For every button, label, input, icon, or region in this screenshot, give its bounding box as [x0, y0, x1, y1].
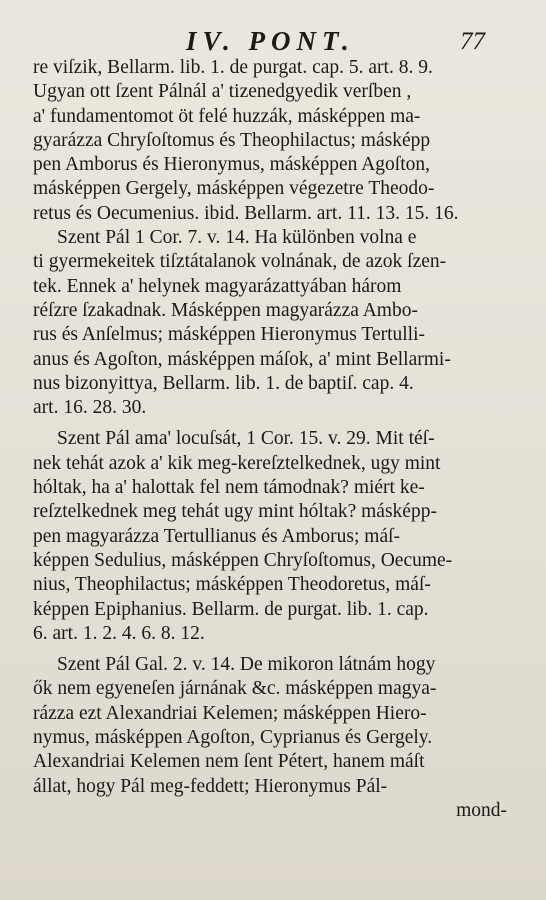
catchword: mond- [456, 799, 507, 821]
text-line: Szent Pál ama' locuſsát, 1 Cor. 15. v. 29. Mit téſ- [57, 428, 435, 450]
text-line: ti gyermekeitek tiſztátalanok volnának, de azok ſzen- [33, 251, 447, 273]
text-line: hóltak, ha a' halottak fel nem támodnak? miért ke- [33, 477, 425, 499]
text-line: rázza ezt Alexandriai Kelemen; másképpen Hiero- [33, 702, 427, 724]
text-line: pen Amborus és Hieronymus, másképpen Agoſton, [33, 154, 430, 176]
text-line: ők nem egyeneſen járnának &c. másképpen magya- [33, 678, 437, 700]
text-line: re viſzik, Bellarm. lib. 1. de purgat. cap. 5. art. 8. 9. [33, 57, 433, 78]
text-line: tek. Ennek a' helynek magyarázattyában három [33, 275, 402, 297]
body-text [33, 56, 513, 823]
text-line: nius, Theophilactus; másképpen Theodoretus, máſ- [33, 574, 431, 596]
text-line: gyarázza Chryſoſtomus és Theophilactus; másképp [33, 129, 431, 151]
text-line: képpen Sedulius, másképpen Chryſoſtomus, Oecume- [33, 549, 453, 571]
text-line: Ugyan ott ſzent Pálnál a' tizenedgyedik verſben , [33, 81, 412, 103]
running-head: IV. PONT. [186, 26, 355, 56]
text-line: nus bizonyittya, Bellarm. lib. 1. de baptiſ. cap. 4. [33, 372, 414, 394]
text-line: nymus, másképpen Agoſton, Cyprianus és Gergely. [33, 727, 433, 749]
text-line: art. 16. 28. 30. [33, 397, 147, 419]
text-line: reſztelkednek meg tehát ugy mint hóltak? másképp- [33, 501, 437, 523]
text-line: retus és Oecumenius. ibid. Bellarm. art. 11. 13. 15. 16. [33, 202, 459, 224]
text-line: rus és Anſelmus; másképpen Hieronymus Tertulli- [33, 324, 426, 346]
page-number: 77 [460, 28, 485, 55]
text-line: anus és Agoſton, másképpen máſok, a' mint Bellarmi- [33, 348, 451, 370]
text-line: állat, hogy Pál meg-feddett; Hieronymus Pál- [33, 775, 388, 797]
text-line: a' fundamentomot öt felé huzzák, másképpen ma- [33, 105, 421, 127]
text-line: nek tehát azok a' kik meg-kereſztelkednek, ugy mint [33, 452, 441, 474]
text-line: másképpen Gergely, másképpen végezetre Theodo- [33, 178, 435, 200]
text-line: Szent Pál 1 Cor. 7. v. 14. Ha különben volna e [57, 227, 417, 249]
text-line: Alexandriai Kelemen nem ſent Pétert, hanem máſt [33, 751, 425, 773]
text-line: 6. art. 1. 2. 4. 6. 8. 12. [33, 622, 205, 644]
text-line: képpen Epiphanius. Bellarm. de purgat. lib. 1. cap. [33, 598, 429, 620]
text-line: pen magyarázza Tertullianus és Amborus; máſ- [33, 525, 401, 547]
text-line: Szent Pál Gal. 2. v. 14. De mikoron látnám hogy [57, 654, 436, 676]
text-line: réſzre ſzakadnak. Másképpen magyarázza Ambo- [33, 299, 418, 321]
